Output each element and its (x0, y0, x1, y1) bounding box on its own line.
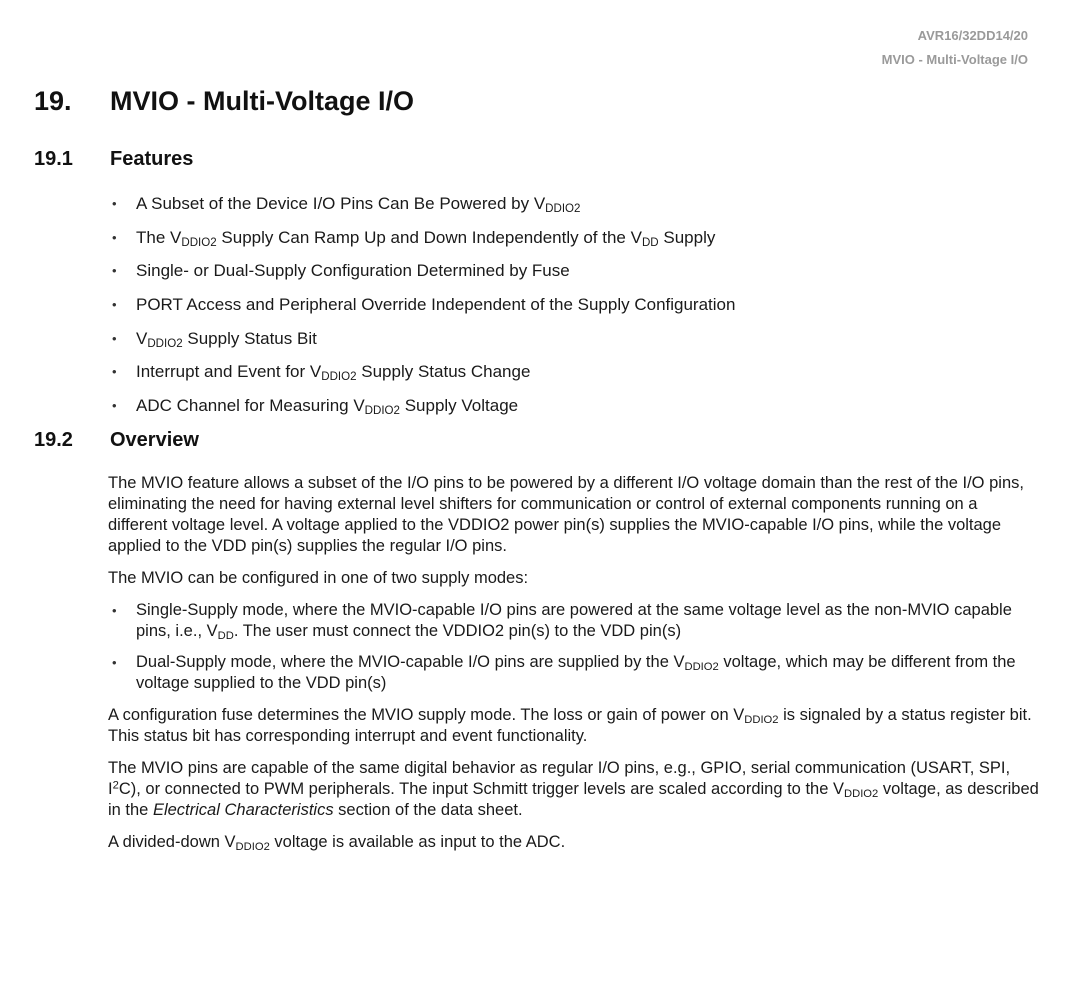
section-title: Overview (110, 429, 199, 451)
vddio2-symbol: $V_{DDIO2}$ (136, 328, 183, 350)
section-title: Features (110, 148, 194, 170)
supply-mode-item: • Dual-Supply mode, where the MVIO-capable I/O pins are supplied by the $V_{DDIO2}$ voltage, which may be different from the voltage supplied to the VDD pin(s) (108, 652, 1040, 694)
header-chapter-name: MVIO - Multi-Voltage I/O (881, 52, 1028, 67)
vdd-symbol: $V_{DD}$ (630, 227, 659, 249)
overview-paragraph: The MVIO feature allows a subset of the I/O pins to be powered by a different I/O voltage domain than the rest of the I/O pins, eliminating the need for having external level shifters for communication or control of external components running on a different voltage level. A voltage applied to the VDDIO2 power pin(s) supplies the MVIO-capable I/O pins, while the voltage applied to the VDD pin(s) supplies the regular I/O pins. (108, 474, 1024, 555)
supply-modes-list (108, 600, 1040, 694)
feature-item (108, 295, 1008, 315)
vddio2-symbol: $V_{DDIO2}$ (733, 706, 779, 727)
header-device-name: AVR16/32DD14/20 (917, 28, 1028, 43)
feature-text: The (136, 227, 171, 247)
feature-text: Supply Status Bit (182, 328, 317, 348)
section-heading-overview (34, 429, 199, 452)
supply-mode-item: • Single-Supply mode, where the MVIO-capable I/O pins are powered at the same voltage level as the non-MVIO capable pins, i.e., $V_{DD}$. The user must connect the VDDIO2 pin(s) to the VDD pin(s) (108, 600, 1040, 642)
chapter-heading (34, 86, 414, 117)
chapter-number: 19. (34, 86, 72, 116)
i2c-symbol: $I^2$ (108, 779, 119, 798)
overview-paragraph: The MVIO can be configured in one of two supply modes: (108, 569, 529, 587)
vdd-symbol: $V_{DD}$ (206, 622, 234, 643)
vddio2-symbol: $V_{DDIO2}$ (309, 362, 357, 384)
running-header (882, 24, 1028, 72)
vddio2-symbol: $V_{DDIO2}$ (533, 194, 581, 216)
vddio2-symbol: $V_{DDIO2}$ (353, 396, 400, 418)
feature-item (108, 228, 1008, 248)
feature-text: PORT Access and Peripheral Override Independent of the Supply Configuration (136, 295, 736, 315)
feature-text: ADC Channel for Measuring (136, 396, 354, 416)
feature-text: Supply Status Change (356, 362, 531, 382)
section-number: 19.1 (34, 148, 73, 170)
features-list (108, 194, 1008, 430)
overview-paragraph: A divided-down $V_{DDIO2}$ voltage is available as input to the ADC. (108, 833, 566, 854)
feature-item (108, 396, 1008, 416)
feature-item (108, 362, 1008, 382)
overview-paragraph: A configuration fuse determines the MVIO supply mode. The loss or gain of power on $V_{DDIO2}$ is signaled by a status register bit. This status bit has corresponding interrupt and event functionality. (108, 706, 1032, 745)
feature-item (108, 194, 1008, 214)
electrical-characteristics-ref: Electrical Characteristics (152, 801, 334, 819)
feature-item (108, 329, 1008, 349)
feature-text: Supply Can Ramp Up and Down Independently of the (216, 227, 631, 247)
feature-item (108, 261, 1008, 281)
vddio2-symbol: $V_{DDIO2}$ (832, 780, 879, 801)
feature-text: Supply Voltage (399, 396, 519, 416)
feature-text: Supply (658, 227, 716, 247)
chapter-title: MVIO - Multi-Voltage I/O (110, 86, 414, 116)
section-number: 19.2 (34, 429, 73, 451)
vddio2-symbol: $V_{DDIO2}$ (673, 653, 719, 674)
vddio2-symbol: $V_{DDIO2}$ (170, 227, 217, 249)
feature-text: Single- or Dual-Supply Configuration Determined by Fuse (136, 261, 570, 281)
section-heading-features (34, 148, 193, 171)
vddio2-symbol: $V_{DDIO2}$ (224, 833, 270, 854)
overview-body (108, 473, 1040, 864)
feature-text: A Subset of the Device I/O Pins Can Be Powered by (136, 194, 534, 213)
feature-text: Interrupt and Event for (136, 362, 310, 382)
overview-paragraph: The MVIO pins are capable of the same digital behavior as regular I/O pins, e.g., GPIO, serial communication (USART, SPI, $I^2C$), or connected to PWM peripherals. The input Schmitt trigger levels are scaled according to the $V_{DDIO2}$ voltage, as described in the Electrical Characteristics section of the data sheet. (108, 759, 1039, 819)
